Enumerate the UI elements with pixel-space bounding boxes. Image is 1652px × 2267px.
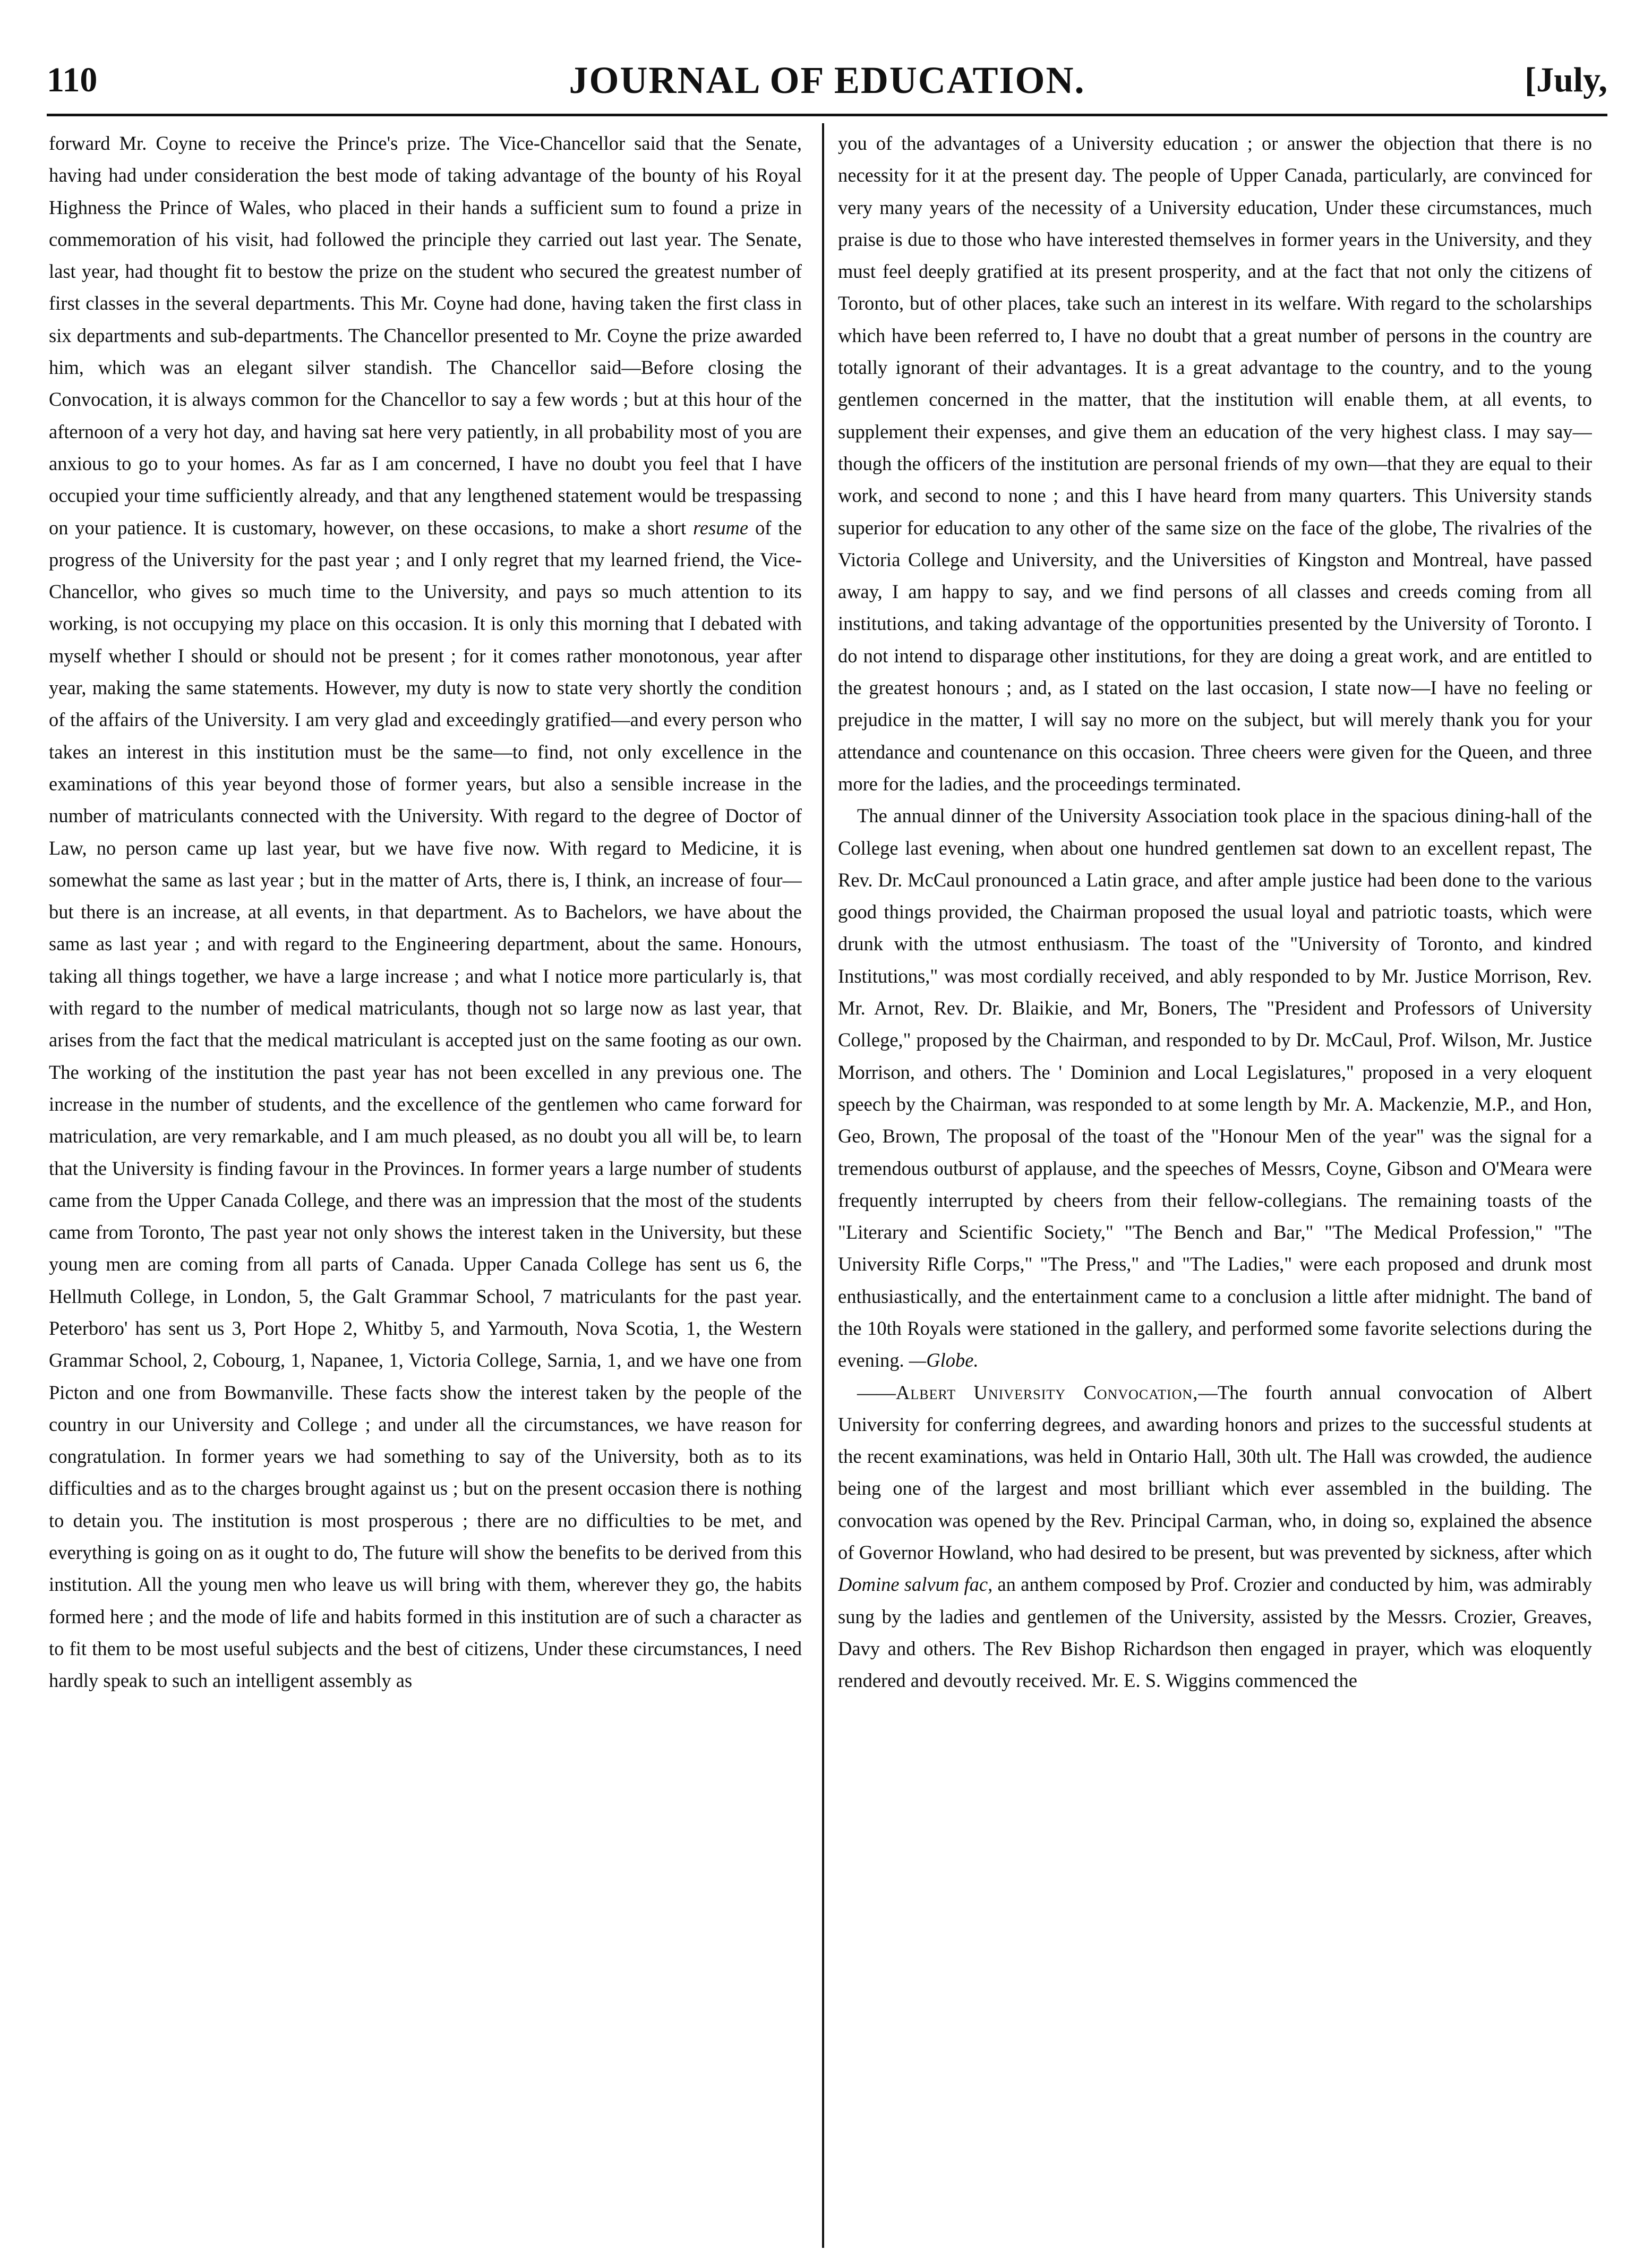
paragraph-text: The annual dinner of the University Association took place in the spacious dining-hall of the College last evening, when about one hundred gentlemen sat down to an excellent repast, The Rev. Dr. McCaul pronounced a Latin grace, and after ample justice had been done to the various good things provided, the Chairman proposed the usual loyal and patriotic toasts, which were drunk with the utmost enthusiasm. The toast of the "University of Toronto, and kindred Institutions," was most cordially received, and ably responded to by Mr. Justice Morrison, Rev. Mr. Arnot, Rev. Dr. Blaikie, and Mr, Boners, The "President and Professors of University College," proposed by the Chairman, and responded to by Dr. McCaul, Prof. Wilson, Mr. Justice Morrison, and others. The ' Dominion and Local Legislatures," proposed in a very eloquent speech by the Chairman, was responded to at some length by Mr. A. Mackenzie, M.P., and Hon, Geo, Brown, The proposal of the toast of the "Honour Men of the year" was the signal for a tremendous outburst of applause, and the speeches of Messrs, Coyne, Gibson and O'Meara were frequently interrupted by cheers from their fellow-collegians. The remaining toasts of the "Literary and Scientific Society," "The Bench and Bar," "The Medical Profession," "The University Rifle Corps," "The Press," and "The Ladies," were each proposed and drunk most enthusiastically, and the entertainment came to a conclusion a little after midnight. The band of the 10th Royals were stationed in the gallery, and performed some favorite selections during the evening. — [838, 805, 1592, 1371]
section-dash: —— — [857, 1381, 896, 1403]
albert-university-paragraph — [838, 1377, 1592, 1697]
page-number: 110 — [47, 61, 98, 99]
journal-title: JOURNAL OF EDUCATION. — [569, 59, 1085, 101]
header-rule — [47, 114, 1607, 116]
right-column — [838, 127, 1592, 2247]
chancellor-address-conclusion: you of the advantages of a University education ; or answer the objection that there is no necessity for it at the present day. The people of Upper Canada, particularly, are convinced for very many years of the necessity of a University education, Under these circumstances, much praise is due to those who have interested themselves in former years in the University, and they must feel deeply gratified at its present prosperity, and at the fact that not only the citizens of Toronto, but of other places, take such an interest in its welfare. With regard to the scholarships which have been referred to, I have no doubt that a great number of persons in the country are totally ignorant of their advantages. It is a great advantage to the country, and to the young gentlemen concerned in the matter, that the institution will enable them, at all events, to supplement their expenses, and give them an education of the very highest class. I may say—though the officers of the institution are personal friends of my own—that they are equal to their work, and second to none ; and this I have heard from many quarters. This University stands superior for education to any other of the same size on the face of the globe, The rivalries of the Victoria College and University, and the Universities of Kingston and Montreal, have passed away, I am happy to say, and we find persons of all classes and creeds coming from all institutions, and taking advantage of the opportunities presented by the University of Toronto. I do not intend to disparage other institutions, for they are doing a great work, and are entitled to the greatest honours ; and, as I stated on the last occasion, I state now—I have no feeling or prejudice in the matter, I will say no more on the subject, but will merely thank you for your attendance and countenance on this occasion. Three cheers were given for the Queen, and three more for the ladies, and the proceedings terminated. — [838, 132, 1592, 795]
running-header — [47, 51, 1607, 109]
section-heading: Albert University Convocation, — [896, 1381, 1199, 1403]
column-divider — [822, 123, 824, 2248]
paragraph-text-continued: an anthem composed by Prof. Crozier and conducted by him, was admirably sung by the ladies and gentlemen of the University, assisted by the Messrs. Crozier, Greaves, Davy and others. The Rev Bishop Richardson then engaged in prayer, which was eloquently rendered and devoutly received. Mr. E. S. Wiggins commenced the — [838, 1573, 1592, 1692]
header-month: [July, — [1525, 61, 1607, 99]
italic-word: resume — [693, 516, 749, 539]
university-dinner-paragraph — [838, 800, 1592, 1376]
paragraph-text-continued: of the progress of the University for the past year ; and I only regret that my learned friend, the Vice-Chancellor, who gives so much time to the University, and pays so much attention to its working, is not occupying my place on this occasion. It is only this morning that I debated with myself whether I should or should not be present ; for it comes rather monotonous, year after year, making the same statements. However, my duty is now to state very shortly the condition of the affairs of the University. I am very glad and exceedingly gratified—and every person who takes an interest in this institution must be the same—to find, not only excellence in the examinations of this year beyond those of former years, but also a sensible increase in the number of matriculants connected with the University. With regard to the degree of Doctor of Law, no person came up last year, but we have five now. With regard to Medicine, it is somewhat the same as last year ; but in the matter of Arts, there is, I think, an increase of four—but there is an increase, at all events, in that department. As to Bachelors, we have about the same as last year ; and with regard to the Engineering department, about the same. Honours, taking all things together, we have a large increase ; and what I notice more particularly is, that with regard to the number of medical matriculants, though not so large now as last year, that arises from the fact that the medical matriculant is accepted just on the same footing as our own. The working of the institution the past year has not been excelled in any previous one. The increase in the number of students, and the excellence of the gentlemen who came forward for matriculation, are very remarkable, and I am much pleased, as no doubt you all will be, to learn that the University is finding favour in the Provinces. In former years a large number of students came from the Upper Canada College, and there was an impression that the most of the students came from Toronto, The past year not only shows the interest taken in the University, but these young men are coming from all parts of Canada. Upper Canada College has sent us 6, the Hellmuth College, in London, 5, the Galt Grammar School, 7 matriculants for the past year. Peterboro' has sent us 3, Port Hope 2, Whitby 5, and Yarmouth, Nova Scotia, 1, the Western Grammar School, 2, Cobourg, 1, Napanee, 1, Victoria College, Sarnia, 1, and we have one from Picton and one from Bowmanville. These facts show the interest taken by the people of the country in our University and College ; and under all the circumstances, we have reason for congratulation. In former years we had something to say of the University, both as to its difficulties and as to the charges brought against us ; but on the present occasion there is nothing to detain you. The institution is most prosperous ; there are no difficulties to be met, and everything is going on as it ought to do, The future will show the benefits to be derived from this institution. All the young men who leave us will bring with them, wherever they go, the habits formed here ; and the mode of life and habits formed in this institution are of such a character as to fit them to be most useful subjects and the best of citizens, Under these circumstances, I need hardly speak to such an intelligent assembly as — [49, 516, 802, 1692]
chancellor-address-paragraph — [49, 127, 802, 1697]
paragraph-text: forward Mr. Coyne to receive the Prince's prize. The Vice-Chancellor said that the Senate, having had under consideration the best mode of taking advantage of the bounty of his Royal Highness the Prince of Wales, who placed in their hands a sufficient sum to found a prize in commemoration of his visit, had followed the principle they carried out last year. The Senate, last year, had thought fit to bestow the prize on the student who secured the greatest number of first classes in the several departments. This Mr. Coyne had done, having taken the first class in six departments and sub-departments. The Chancellor presented to Mr. Coyne the prize awarded him, which was an elegant silver standish. The Chancellor said—Before closing the Convocation, it is always common for the Chancellor to say a few words ; but at this hour of the afternoon of a very hot day, and having sat here very patiently, in all probability most of you are anxious to go to your homes. As far as I am concerned, I have no doubt you feel that I have occupied your time sufficiently already, and that any lengthened statement would be trespassing on your patience. It is customary, however, on these occasions, to make a short — [49, 132, 802, 539]
paragraph-text: —The fourth annual convocation of Albert University for conferring degrees, and awarding honors and prizes to the successful students at the recent examinations, was held in Ontario Hall, 30th ult. The Hall was crowded, the audience being one of the largest and most brilliant which ever assembled in the building. The convocation was opened by the Rev. Principal Carman, who, in doing so, explained the absence of Governor Howland, who had desired to be present, but was prevented by sickness, after which — [838, 1381, 1592, 1564]
left-column — [49, 127, 802, 2247]
latin-phrase: Domine salvum fac, — [838, 1573, 993, 1596]
source-attribution: —Globe. — [909, 1349, 979, 1371]
